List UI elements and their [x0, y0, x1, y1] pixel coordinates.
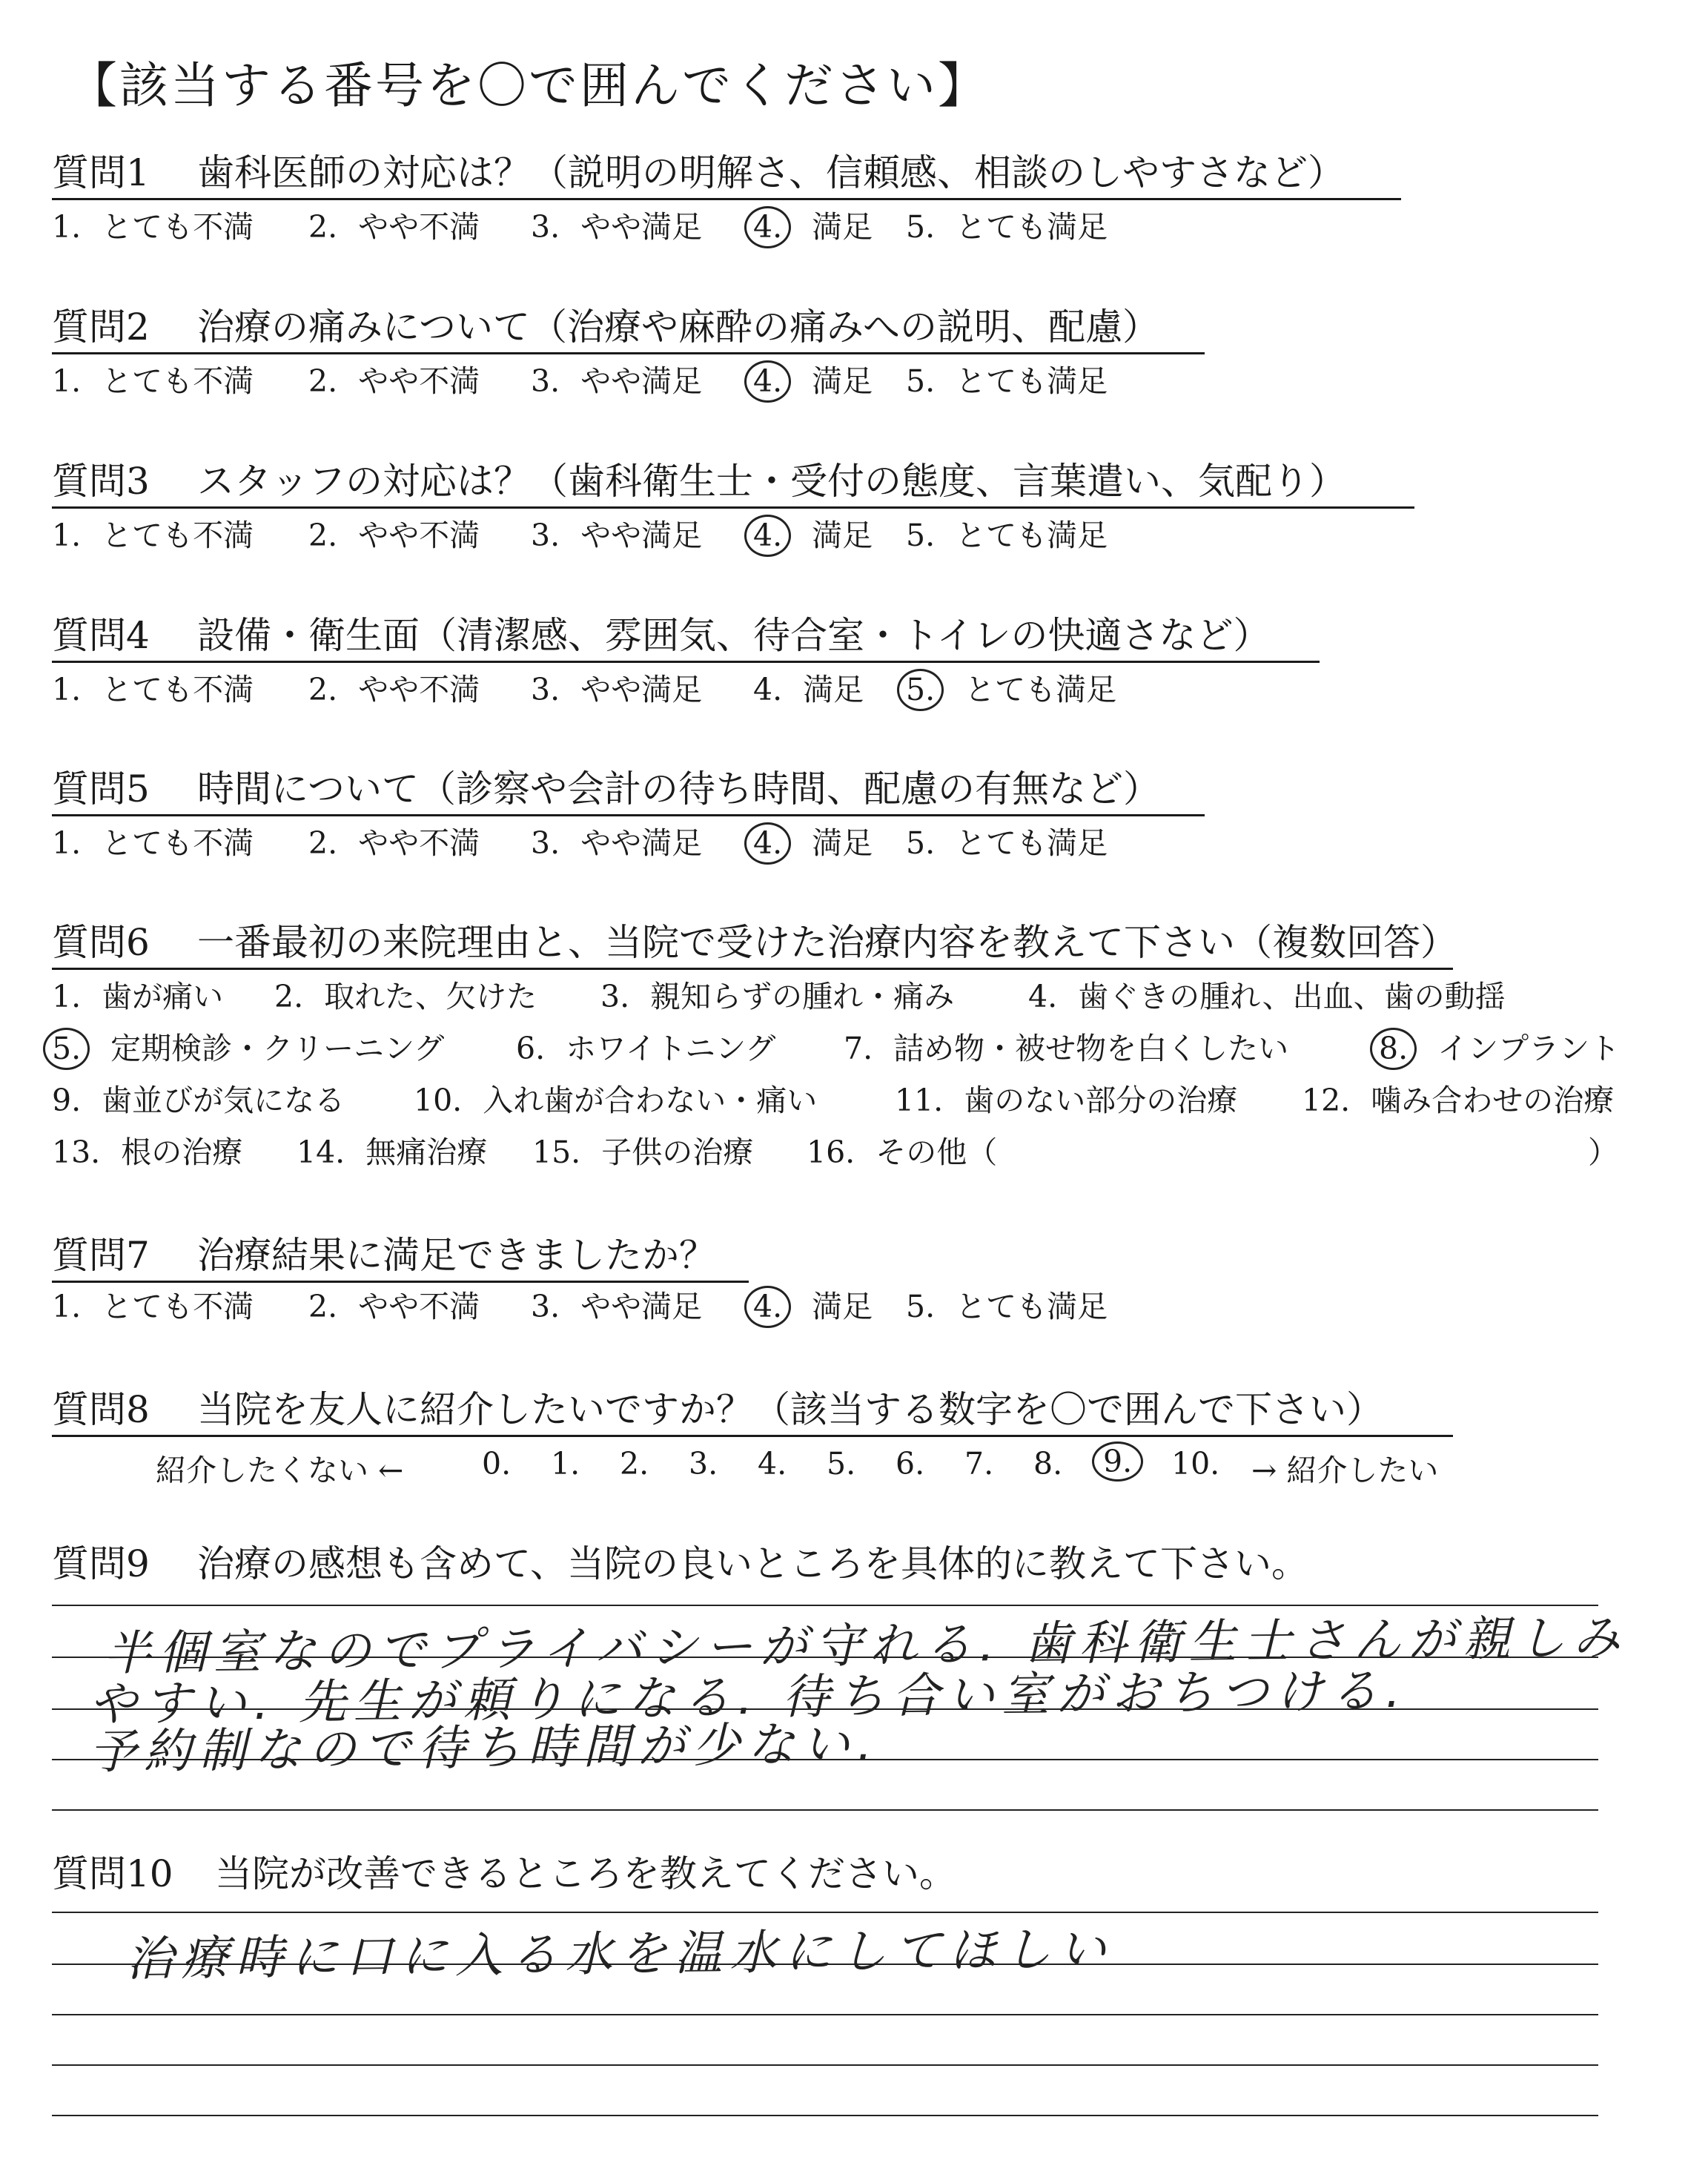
option-1[interactable]: 1. とても不満	[52, 825, 254, 861]
scale-left-label: 紹介したくない ←	[156, 1453, 404, 1488]
scale-6[interactable]: 6.	[896, 1446, 925, 1482]
option-1[interactable]: 1. とても不満	[52, 518, 254, 553]
handwritten-answer-line-2[interactable]: やすい. 先生が頼りになる. 待ち合い室がおちつける.	[88, 1663, 1409, 1733]
answer-line	[52, 2115, 1598, 2116]
question-5	[52, 766, 1205, 816]
option-5[interactable]: 5. とても満足	[906, 1289, 1108, 1324]
option-3[interactable]: 3. やや満足	[531, 209, 703, 245]
question-number: 質問3	[52, 460, 150, 503]
treatment-option-7[interactable]: 7. 詰め物・被せ物を白くしたい	[844, 1031, 1289, 1066]
option-3[interactable]: 3. やや満足	[531, 518, 703, 553]
option-2[interactable]: 2. やや不満	[308, 363, 480, 399]
option-4[interactable]: 4. 満足	[753, 672, 864, 707]
question-4	[52, 612, 1320, 663]
question-number: 質問2	[52, 305, 150, 349]
scale-7[interactable]: 7.	[964, 1446, 994, 1482]
option-2[interactable]: 2. やや不満	[308, 209, 480, 245]
question-text: 歯科医師の対応は？（説明の明解さ、信頼感、相談のしやすさなど）	[197, 151, 1345, 194]
treatment-option-1[interactable]: 1. 歯が痛い	[52, 979, 224, 1014]
question-1	[52, 150, 1401, 200]
scale-8[interactable]: 8.	[1033, 1446, 1063, 1482]
option-3[interactable]: 3. やや満足	[531, 1289, 703, 1324]
option-2[interactable]: 2. やや不満	[308, 518, 480, 553]
treatment-option-2[interactable]: 2. 取れた、欠けた	[274, 979, 537, 1014]
treatment-option-5-circled[interactable]: 5. 定期検診・クリーニング	[52, 1031, 444, 1070]
handwritten-answer-q10[interactable]: 治療時に口に入る水を温水にしてほしい	[125, 1922, 1114, 1987]
question-text: 時間について（診察や会計の待ち時間、配慮の有無など）	[197, 767, 1160, 810]
scale-3[interactable]: 3.	[689, 1446, 718, 1482]
option-4-circled[interactable]: 4. 満足	[753, 825, 873, 865]
question-text: スタッフの対応は？（歯科衛生士・受付の態度、言葉遣い、気配り）	[197, 460, 1346, 503]
answer-line	[52, 2064, 1598, 2066]
treatment-option-14[interactable]: 14. 無痛治療	[297, 1135, 488, 1170]
option-5[interactable]: 5. とても満足	[906, 825, 1108, 861]
answer-line	[52, 2014, 1598, 2015]
treatment-option-4[interactable]: 4. 歯ぐきの腫れ、出血、歯の動揺	[1028, 979, 1506, 1014]
question-6	[52, 919, 1457, 970]
question-number: 質問5	[52, 767, 150, 810]
treatment-option-15[interactable]: 15. 子供の治療	[532, 1135, 754, 1170]
option-1[interactable]: 1. とても不満	[52, 209, 254, 245]
handwritten-answer-line-3[interactable]: 予約制なので待ち時間が少ない.	[88, 1717, 880, 1780]
option-3[interactable]: 3. やや満足	[531, 672, 703, 707]
option-5[interactable]: 5. とても満足	[906, 209, 1108, 245]
question-2	[52, 304, 1205, 354]
option-4-circled[interactable]: 4. 満足	[753, 363, 873, 403]
treatment-option-11[interactable]: 11. 歯のない部分の治療	[895, 1083, 1238, 1118]
instruction-header: 【該当する番号を〇で囲んでください】	[68, 57, 989, 114]
scale-4[interactable]: 4.	[758, 1446, 787, 1482]
question-text: 当院を友人に紹介したいですか？（該当する数字を〇で囲んで下さい）	[197, 1388, 1383, 1431]
option-2[interactable]: 2. やや不満	[308, 825, 480, 861]
scale-5[interactable]: 5.	[827, 1446, 856, 1482]
option-5[interactable]: 5. とても満足	[906, 518, 1108, 553]
option-2[interactable]: 2. やや不満	[308, 672, 480, 707]
treatment-option-8-circled[interactable]: 8. インプラント	[1379, 1031, 1620, 1070]
question-text: 設備・衛生面（清潔感、雰囲気、待合室・トイレの快適さなど）	[197, 614, 1271, 657]
treatment-option-13[interactable]: 13. 根の治療	[52, 1135, 243, 1170]
question-3	[52, 458, 1414, 509]
option-3[interactable]: 3. やや満足	[531, 363, 703, 399]
scale-0[interactable]: 0.	[482, 1446, 512, 1482]
treatment-option-10[interactable]: 10. 入れ歯が合わない・痛い	[414, 1083, 818, 1118]
handwritten-answer-line-1[interactable]: 半個室なのでプライバシーが守れる. 歯科衛生士さんが親しみ	[103, 1611, 1628, 1682]
option-1[interactable]: 1. とても不満	[52, 672, 254, 707]
option-4-circled[interactable]: 4. 満足	[753, 518, 873, 557]
question-10	[52, 1851, 956, 1899]
question-number: 質問7	[52, 1234, 150, 1277]
scale-2[interactable]: 2.	[620, 1446, 649, 1482]
option-4-circled[interactable]: 4. 満足	[753, 209, 873, 248]
treatment-option-12[interactable]: 12. 噛み合わせの治療	[1302, 1083, 1615, 1118]
answer-line	[52, 1912, 1598, 1913]
question-number: 質問8	[52, 1388, 150, 1431]
answer-line	[52, 1809, 1598, 1811]
option-4-circled[interactable]: 4. 満足	[753, 1289, 873, 1328]
option-5-circled[interactable]: 5. とても満足	[906, 672, 1116, 711]
option-1[interactable]: 1. とても不満	[52, 363, 254, 399]
treatment-option-3[interactable]: 3. 親知らずの腫れ・痛み	[600, 979, 955, 1014]
question-7	[52, 1232, 749, 1283]
scale-9-circled[interactable]: 9.	[1092, 1441, 1143, 1482]
option-1[interactable]: 1. とても不満	[52, 1289, 254, 1324]
question-number: 質問9	[52, 1542, 150, 1585]
question-number: 質問6	[52, 921, 150, 964]
closing-paren: ）	[1588, 1135, 1618, 1170]
treatment-option-16[interactable]: 16. その他（	[807, 1135, 998, 1170]
question-text: 当院が改善できるところを教えてください。	[215, 1852, 956, 1895]
scale-1[interactable]: 1.	[551, 1446, 580, 1482]
question-number: 質問4	[52, 614, 150, 657]
question-text: 治療の感想も含めて、当院の良いところを具体的に教えて下さい。	[197, 1542, 1308, 1585]
question-text: 一番最初の来院理由と、当院で受けた治療内容を教えて下さい（複数回答）	[197, 921, 1457, 964]
option-2[interactable]: 2. やや不満	[308, 1289, 480, 1324]
scale-right-label: → 紹介したい	[1251, 1453, 1439, 1488]
question-number: 質問10	[52, 1852, 173, 1895]
option-3[interactable]: 3. やや満足	[531, 825, 703, 861]
question-9	[52, 1541, 1308, 1589]
question-text: 治療の痛みについて（治療や麻酔の痛みへの説明、配慮）	[197, 305, 1159, 349]
scale-10[interactable]: 10.	[1171, 1446, 1220, 1482]
treatment-option-9[interactable]: 9. 歯並びが気になる	[52, 1083, 345, 1118]
option-5[interactable]: 5. とても満足	[906, 363, 1108, 399]
treatment-option-6[interactable]: 6. ホワイトニング	[516, 1031, 776, 1066]
question-8	[52, 1387, 1453, 1437]
question-number: 質問1	[52, 151, 150, 194]
question-text: 治療結果に満足できましたか？	[197, 1234, 716, 1277]
